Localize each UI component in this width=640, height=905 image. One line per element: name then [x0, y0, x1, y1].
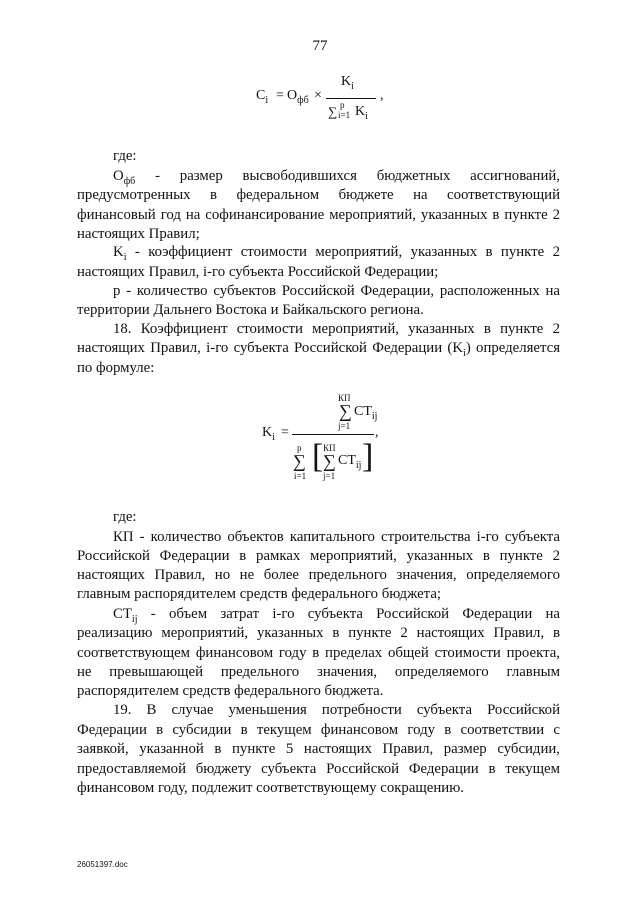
- formula-ki-inner-bottom: j=1: [323, 471, 336, 481]
- kp-definition-line4: главным распорядителем средств федерального бюджета;: [77, 586, 441, 602]
- o-definition-line3: финансовый год на софинансирование мероприятий, указанных в пункте 2: [77, 207, 560, 223]
- formula-ki-right-bracket: ]: [362, 438, 374, 475]
- ct-definition-line1: $CT_{ij}$ - объем затрат i-го субъекта Российской Федерации на: [113, 606, 560, 625]
- paragraph-18-line1: 18. Коэффициент стоимости мероприятий, указанных в пункте 2: [113, 321, 560, 337]
- k-definition-line1: $K_i$ - коэффициент стоимости мероприятий, указанных в пункте 2: [113, 244, 560, 263]
- formula-ci-times: ×: [314, 88, 322, 103]
- paragraph-19-line3: заявкой, указанной в пункте 5 настоящих Правил, размер субсидии,: [77, 741, 560, 757]
- page-number: 77: [312, 38, 328, 54]
- p-definition-line1: p - количество субъектов Российской Федерации, расположенных на: [113, 283, 560, 299]
- formula-ki-left-bracket: [: [312, 438, 324, 475]
- file-name-footer: 26051397.doc: [77, 860, 128, 869]
- formula-ki-den-bottom: i=1: [294, 471, 307, 481]
- where-label-2: где:: [113, 509, 137, 525]
- formula-ci-sum-top: p: [340, 100, 345, 110]
- o-definition-line1: $O_{фб}$ - размер высвободившихся бюджетных ассигнований,: [113, 168, 561, 187]
- paragraph-19-line4: предоставляемой бюджету субъекта Российской Федерации в текущем: [77, 761, 560, 777]
- formula-ci-sum-sign: ∑: [328, 104, 338, 119]
- ct-definition-line3: соответствующем финансовом году в пределах общей стоимости проекта,: [77, 645, 560, 661]
- paragraph-19-line5: финансовом году, подлежит соответствующему сокращению.: [77, 780, 464, 796]
- formula-ci-o: $O_{фб}$: [287, 88, 309, 106]
- p-definition-line2: территории Дальнего Востока и Байкальского региона.: [77, 302, 424, 318]
- paragraph-18-line3: по формуле:: [77, 360, 155, 376]
- formula-ki-equals: =: [281, 425, 289, 440]
- formula-ki-num-bottom: j=1: [338, 421, 351, 431]
- ct-definition-line5: распорядителем средств федерального бюджета.: [77, 683, 384, 699]
- formula-ci-equals: =: [276, 88, 284, 103]
- formula-ki-den-top: p: [297, 443, 302, 453]
- formula-ki-inner-ct: $CT_{ij}$: [338, 453, 362, 471]
- formula-ci-fraction-bar: [326, 98, 376, 99]
- ct-definition-line4: не превышающей предельного значения, определяемого главным: [77, 664, 560, 680]
- paragraph-19-line1: 19. В случае уменьшения потребности субъекта Российской: [113, 702, 560, 718]
- formula-ki-fraction-bar: [292, 434, 374, 435]
- formula-ki-comma: ,: [375, 425, 379, 440]
- kp-definition-line2: Российской Федерации в рамках мероприятий, указанных в пункте 2: [77, 548, 560, 564]
- formula-ci-denominator: $K_i$: [355, 104, 368, 122]
- k-definition-line2: настоящих Правил, i-го субъекта Российской Федерации;: [77, 264, 439, 280]
- o-definition-line2: предусмотренных в федеральном бюджете на соответствующий: [77, 187, 560, 203]
- formula-ki-den-sum-sign: ∑: [293, 451, 306, 471]
- formula-ci-numerator: $K_i$: [341, 74, 354, 92]
- formula-ci-sum-bottom: i=1: [338, 110, 351, 120]
- formula-ki-inner-sum-sign: ∑: [323, 451, 336, 471]
- o-definition-line4: настоящих Правил;: [77, 226, 200, 242]
- formula-ki-inner-top: КП: [323, 443, 336, 453]
- formula-ki-num-sum-sign: ∑: [339, 401, 352, 421]
- paragraph-18-line2: настоящих Правил, i-го субъекта Российской Федерации $(K_i)$ определяется: [77, 340, 561, 359]
- formula-ki-num-top: КП: [338, 393, 351, 403]
- paragraph-19-line2: Федерации в субсидии в текущем финансовом году в соответствии с: [77, 722, 560, 738]
- kp-definition-line3: настоящих Правил, но не более предельного значения, определяемого: [77, 567, 560, 583]
- where-label-1: где:: [113, 148, 137, 164]
- kp-definition-line1: КП - количество объектов капитального строительства i-го субъекта: [113, 529, 560, 545]
- formula-ki-lhs: $K_i$: [262, 425, 275, 443]
- formula-ci-lhs: $C_i$: [256, 88, 269, 106]
- formula-ci-comma: ,: [380, 88, 384, 103]
- ct-definition-line2: реализацию мероприятий, указанных в пункте 2 настоящих Правил, в: [77, 625, 560, 641]
- formula-ki-num-ct: $CT_{ij}$: [354, 404, 378, 422]
